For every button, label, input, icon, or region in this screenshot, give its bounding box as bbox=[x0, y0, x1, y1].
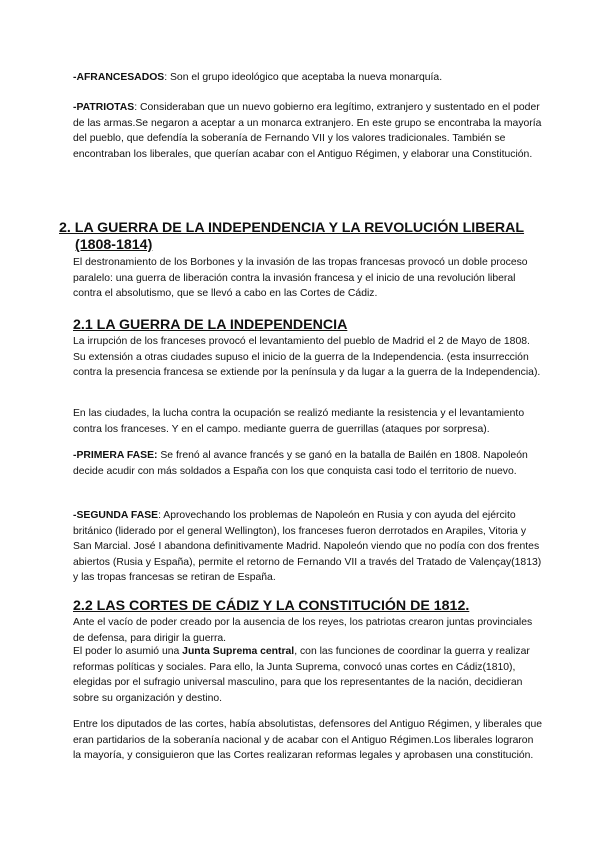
section-2-title-line1: 2. LA GUERRA DE LA INDEPENDENCIA Y LA REVOLUCIÓN LIBERAL bbox=[59, 220, 525, 236]
patriotas-term: -PATRIOTAS bbox=[73, 102, 135, 113]
section-2-heading bbox=[59, 220, 549, 254]
junta-suprema-term: Junta Suprema central bbox=[182, 646, 295, 657]
afrancesados-text: : Son el grupo ideológico que aceptaba la nueva monarquía. bbox=[164, 72, 443, 83]
afrancesados-term: -AFRANCESADOS bbox=[73, 72, 165, 83]
section-2-2-paragraph-1: Ante el vacío de poder creado por la ausencia de los reyes, los patriotas crearon juntas provinciales de defensa, para dirigir la guerra. bbox=[73, 617, 533, 644]
primera-fase-text: Se frenó al avance francés y se ganó en la batalla de Bailén en 1808. Napoleón decide acudir con más soldados a España con los que conquista casi todo el territorio de nuevo. bbox=[73, 450, 528, 477]
section-2-2-heading: 2.2 LAS CORTES DE CÁDIZ Y LA CONSTITUCIÓN DE 1812. bbox=[73, 598, 470, 614]
patriotas-text: : Consideraban que un nuevo gobierno era legítimo, extranjero y sustentado en el poder de las armas.Se negaron a aceptar a un monarca extranjero. En este grupo se encontraba la mayoría del pueblo, que defendía la soberanía de Fernando VII y los valores tradicionales. También se encontraban los liberales, que querían acabar con el Antiguo Régimen, y elaborar una Constitución. bbox=[73, 102, 542, 160]
section-2-2-paragraph-3: Entre los diputados de las cortes, había absolutistas, defensores del Antiguo Régimen, y liberales que eran partidarios de la soberanía nacional y de acabar con el Antiguo Régimen.Los liberales lograron la mayoría, y consiguieron que las Cortes realizaran reformas legales y aprobasen una constitución. bbox=[73, 719, 543, 762]
segunda-fase-paragraph bbox=[73, 508, 543, 586]
afrancesados-paragraph bbox=[73, 70, 543, 86]
segunda-fase-text: : Aprovechando los problemas de Napoleón en Rusia y con ayuda del ejército británico (liderado por el general Wellington), los franceses fueron derrotados en Arapiles, Vitoria y San Marcial. José I abandona definitivamente Madrid. Napoleón viendo que no podía con dos frentes abiertos (Rusia y España), permite el retorno de Fernando VII a través del Tratado de Valençay(1813) y las tropas francesas se retiran de España. bbox=[73, 510, 542, 584]
section-2-2-p2-end: , con las funciones de coordinar la guerra y realizar reformas políticas y sociales. Para ello, la Junta Suprema, convocó unas cortes en Cádiz(1810), elegidas por el sufragio universal masculino, para que los representantes de la nación, decidieran sobre su organización y destino. bbox=[73, 646, 530, 704]
segunda-fase-term: -SEGUNDA FASE bbox=[73, 510, 159, 521]
section-2-2-paragraph-2 bbox=[73, 644, 543, 706]
primera-fase-paragraph bbox=[73, 448, 543, 479]
section-2-title-line2: (1808-1814) bbox=[75, 237, 153, 253]
patriotas-paragraph bbox=[73, 100, 543, 162]
section-2-1-paragraph-1: La irrupción de los franceses provocó el levantamiento del pueblo de Madrid el 2 de Mayo de 1808. Su extensión a otras ciudades supuso el inicio de la guerra de la Independencia. (esta insurrección contra la presencia francesa se extiende por la península y da lugar a la guerra de la Independencia). bbox=[73, 336, 541, 379]
section-2-intro: El destronamiento de los Borbones y la invasión de las tropas francesas provocó un doble proceso paralelo: una guerra de liberación contra la invasión francesa y el inicio de una revolución liberal contra el absolutismo, que se llevó a cabo en las Cortes de Cádiz. bbox=[73, 257, 528, 300]
section-2-1-paragraph-2: En las ciudades, la lucha contra la ocupación se realizó mediante la resistencia y el levantamiento contra los franceses. Y en el campo. mediante guerra de guerrillas (ataques por sorpresa). bbox=[73, 408, 525, 435]
primera-fase-term: -PRIMERA FASE: bbox=[73, 450, 158, 461]
section-2-1-heading: 2.1 LA GUERRA DE LA INDEPENDENCIA bbox=[73, 317, 348, 333]
section-2-2-p2-start: El poder lo asumió una bbox=[73, 646, 183, 657]
